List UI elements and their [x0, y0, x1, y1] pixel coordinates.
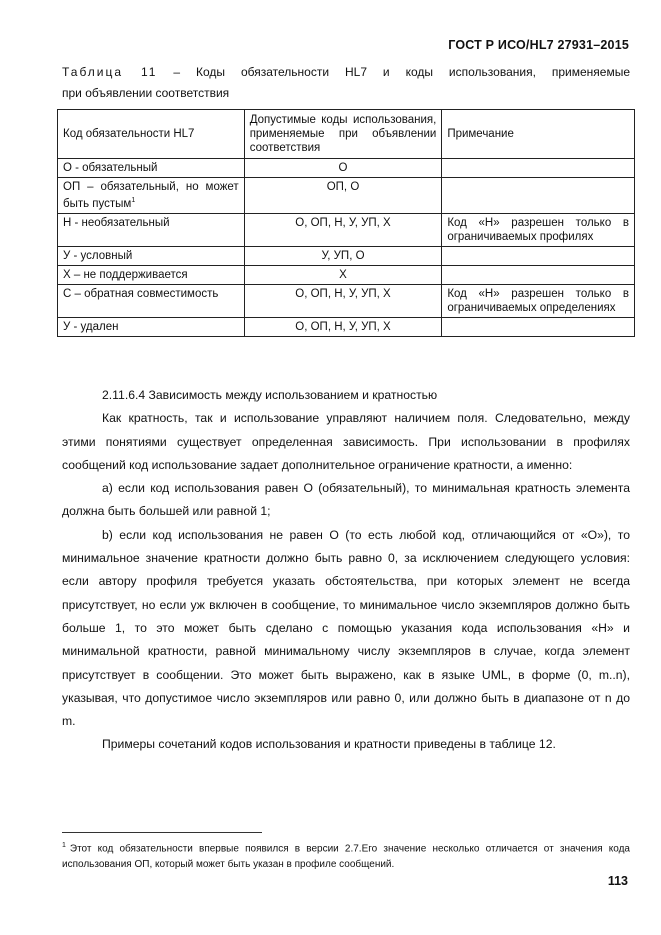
- body-paragraph: Примеры сочетаний кодов использования и кратности приведены в таблице 12.: [102, 737, 556, 752]
- table-row: [58, 265, 635, 284]
- body-paragraph: b) если код использования не равен О (то есть любой код, отличающийся от «О»), то минимальное значение кратности должно быть равно 0, за исключением следующего условия: если автору профиля требуется указать обстоятельства, при которых элемент не всегда присутствует, но если уж включен в сообщение, то минимальное число экземпляров должно быть больше 1, то это может быть сделано с помощью указания кода использования «Н» и минимальной кратности, равной минимальному числу экземпляров в случае, когда элемент присутствует в сообщении. Это может быть выражено, как в языке UML, в форме (0, m..n), указывая, что допустимое число экземпляров или равно 0, или должно быть в диапазоне от n до m.: [62, 527, 630, 729]
- footnote-separator: [62, 832, 262, 833]
- table-caption: [62, 62, 630, 104]
- body-paragraph: Как кратность, так и использование управляют наличием поля. Следовательно, между этими понятиями существует определенная зависимость. При использовании в профилях сообщений код использование задает дополнительное ограничение кратности, а именно:: [62, 411, 630, 472]
- table-row: [58, 159, 635, 178]
- table-row: [58, 213, 635, 246]
- code-cell: Х – не поддерживается: [58, 265, 245, 284]
- document-standard-id: ГОСТ Р ИСО/HL7 27931–2015: [448, 38, 629, 52]
- body-paragraph: a) если код использования равен О (обязательный), то минимальная кратность элемента должна быть большей или равной 1;: [62, 481, 630, 519]
- code-cell: [58, 178, 245, 214]
- header-cell: Допустимые коды использования, применяемые при объявлении соответствия: [244, 110, 442, 159]
- section-heading: 2.11.6.4 Зависимость между использованием и кратностью: [102, 388, 438, 402]
- table-row: [58, 317, 635, 336]
- footnote-mark: 1: [62, 842, 66, 849]
- code-cell: У - удален: [58, 317, 245, 336]
- code-cell: С – обратная совместимость: [58, 284, 245, 317]
- note-cell: [442, 265, 635, 284]
- usage-cell: О, ОП, Н, У, УП, Х: [244, 317, 442, 336]
- table-row: [58, 178, 635, 214]
- code-cell: У - условный: [58, 246, 245, 265]
- footnote-ref: 1: [131, 197, 136, 204]
- note-cell: [442, 317, 635, 336]
- header-cell: Примечание: [442, 110, 635, 159]
- usage-cell: Х: [244, 265, 442, 284]
- note-cell: [442, 178, 635, 214]
- section-body: [62, 384, 630, 757]
- footnote-text: Этот код обязательности впервые появился в версии 2.7.Его значение несколько отличается от значения кода использования ОП, который может быть указан в профиле сообщений.: [62, 843, 630, 871]
- usage-cell: О, ОП, Н, У, УП, Х: [244, 284, 442, 317]
- page-number: 113: [607, 874, 628, 888]
- header-cell: Код обязательности HL7: [58, 110, 245, 159]
- note-cell: Код «Н» разрешен только в ограничиваемых определениях: [442, 284, 635, 317]
- table-caption-label: Таблица 11: [62, 65, 158, 79]
- table-row: [58, 246, 635, 265]
- footnote: [62, 838, 630, 873]
- code-cell: Н - необязательный: [58, 213, 245, 246]
- usage-cell: О, ОП, Н, У, УП, Х: [244, 213, 442, 246]
- table-caption-title-cont: при объявлении соответствия: [62, 86, 230, 100]
- code-cell: О - обязательный: [58, 159, 245, 178]
- table-row: [58, 284, 635, 317]
- table-header-row: [58, 110, 635, 159]
- usage-codes-table: [57, 109, 635, 337]
- usage-cell: У, УП, О: [244, 246, 442, 265]
- usage-cell: ОП, О: [244, 178, 442, 214]
- code-cell-text: ОП – обязательный, но может быть пустым: [63, 181, 239, 210]
- note-cell: Код «Н» разрешен только в ограничиваемых профилях: [442, 213, 635, 246]
- note-cell: [442, 246, 635, 265]
- note-cell: [442, 159, 635, 178]
- usage-cell: О: [244, 159, 442, 178]
- table-caption-title: – Коды обязательности HL7 и коды использования, применяемые: [173, 65, 630, 79]
